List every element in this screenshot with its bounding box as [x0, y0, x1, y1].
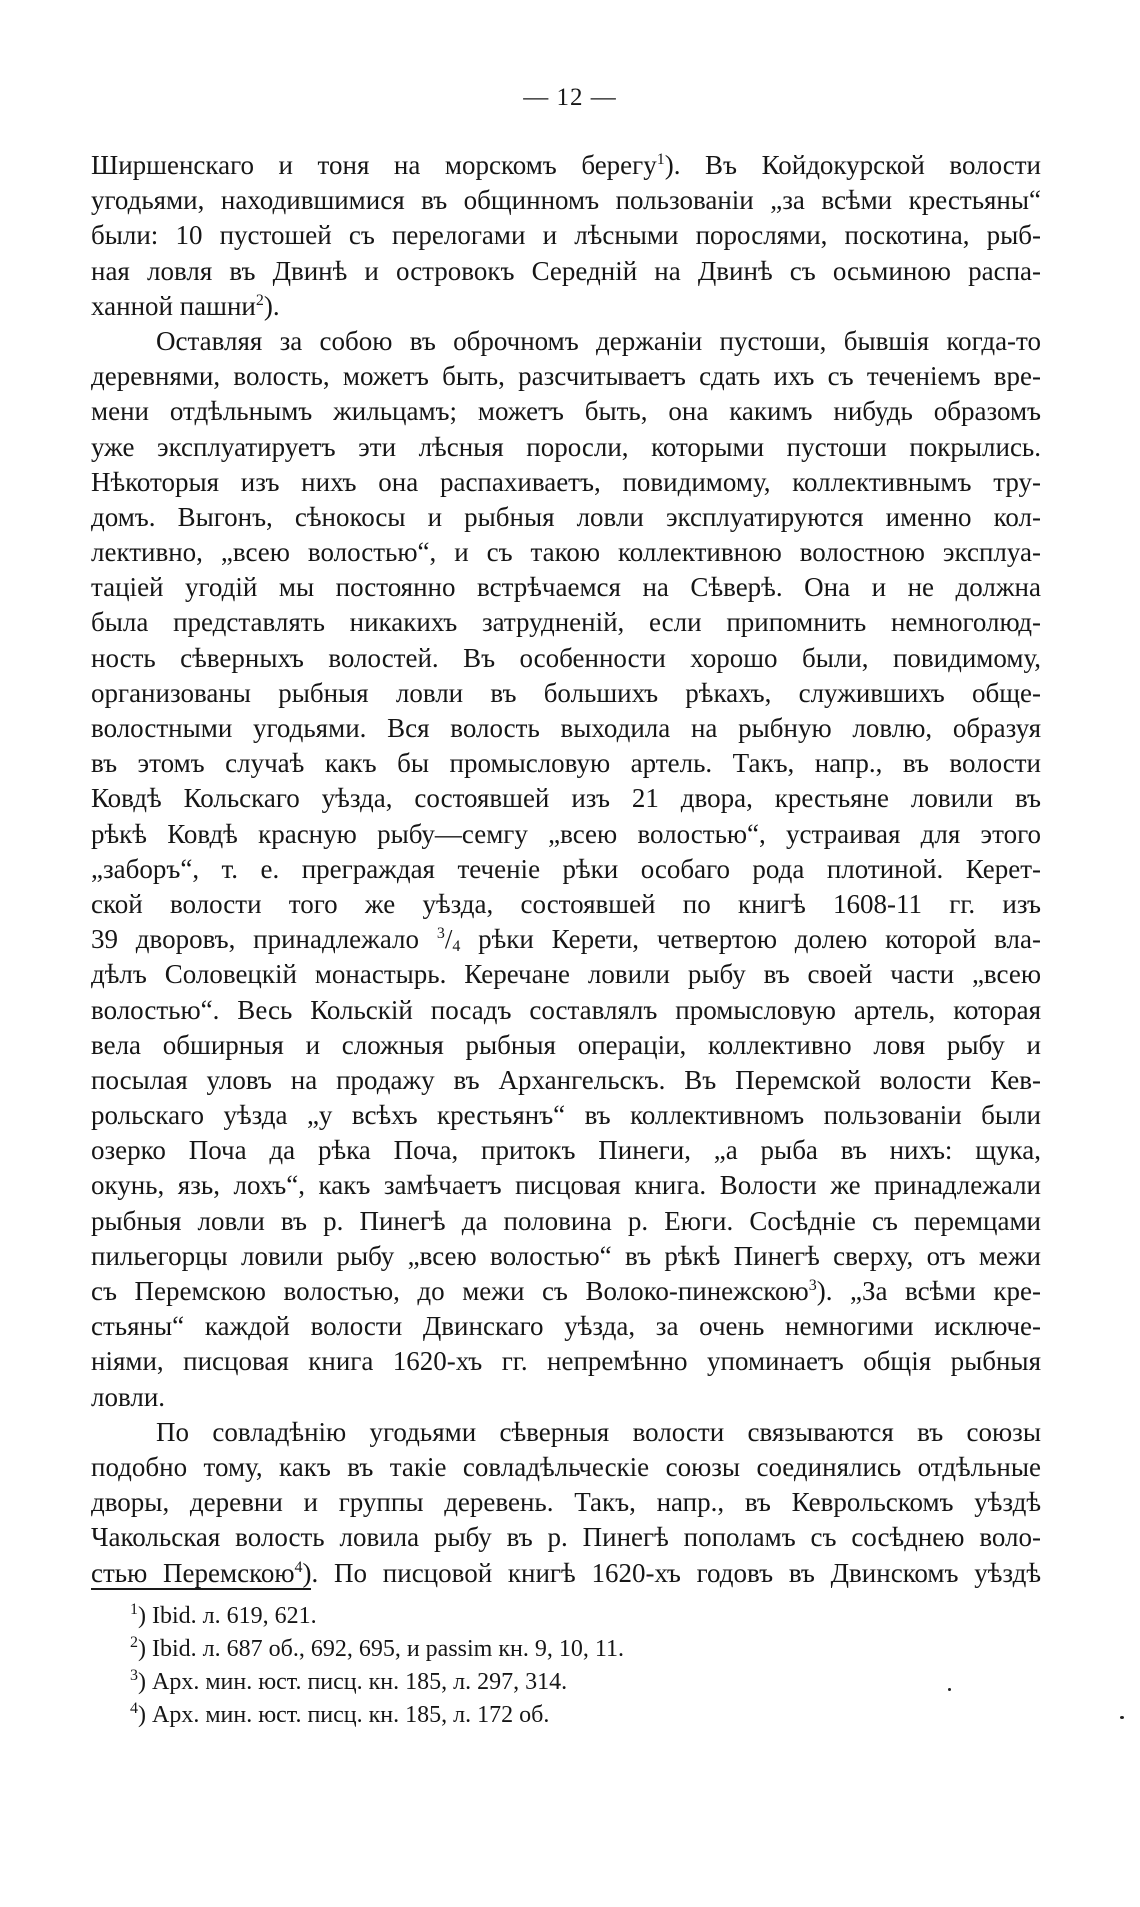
- text-line: [91, 359, 1041, 394]
- footnote-reference: 4: [294, 1558, 303, 1576]
- footnote: [130, 1633, 1030, 1666]
- text-line: [91, 676, 1041, 711]
- text-run: рѣки Керети, четвертою долею которой вла-: [460, 924, 1041, 955]
- text-run: деревнями, волость, можетъ быть, разсчитываетъ сдать ихъ съ теченіемъ вре-: [91, 361, 1041, 392]
- text-line: [91, 1485, 1041, 1520]
- text-line: [91, 535, 1041, 570]
- text-line: [91, 1450, 1041, 1485]
- text-run: рыбныя ловли въ р. Пинегѣ да половина р. Еюги. Сосѣдніе съ перемцами: [91, 1205, 1041, 1236]
- text-run: были: 10 пустошей съ перелогами и лѣсными порослями, поскотина, рыб-: [91, 220, 1041, 251]
- text-run: волостными угодьями. Вся волость выходила на рыбную ловлю, образуя: [91, 713, 1041, 743]
- footnote-mark: 1: [130, 1601, 138, 1618]
- text-run: озерко Поча да рѣка Поча, притокъ Пинеги, „а рыба въ нихъ: щука,: [91, 1135, 1041, 1166]
- footnote-text: ) Арх. мин. юст. писц. кн. 185, л. 297, 314.: [138, 1669, 568, 1695]
- text-line: [91, 887, 1041, 922]
- text-run: ).: [263, 290, 280, 321]
- text-run: домъ. Выгонъ, сѣнокосы и рыбныя ловли эксплуатируются именно кол-: [91, 501, 1041, 532]
- text-run: дѣлъ Соловецкій монастырь. Керечане ловили рыбу въ своей части „всею: [91, 959, 1041, 990]
- text-run: По совладѣнію угодьями сѣверныя волости связываются въ союзы: [156, 1416, 1041, 1447]
- text-run: пильегорцы ловили рыбу „всею волостью“ въ рѣкѣ Пинегѣ сверху, отъ межи: [91, 1240, 1041, 1271]
- text-run: подобно тому, какъ въ такіе совладѣльческіе союзы соединялись отдѣльные: [91, 1451, 1041, 1482]
- footnote-reference: 2: [255, 291, 264, 309]
- text-run: угодьями, находившимися въ общинномъ пользованіи „за всѣми крестьяны“: [91, 185, 1041, 216]
- text-line: [91, 1028, 1041, 1063]
- text-line: [91, 781, 1041, 816]
- text-run: вела обширныя и сложныя рыбныя операціи, коллективно ловя рыбу и: [91, 1029, 1041, 1060]
- text-line: [91, 605, 1041, 640]
- text-line: [91, 1098, 1041, 1133]
- text-line: [91, 1344, 1041, 1379]
- text-line: [91, 183, 1041, 218]
- text-run: посылая уловъ на продажу въ Архангельскъ. Въ Перемской волости Кев-: [91, 1064, 1041, 1095]
- page-number: — 12 —: [523, 84, 617, 111]
- text-line: [91, 1556, 1041, 1591]
- text-line: [91, 500, 1041, 535]
- text-run: Ширшенскаго и тоня на морскомъ берегу: [91, 150, 657, 180]
- text-line: [91, 1168, 1041, 1203]
- text-run: 39 дворовъ, принадлежало: [91, 924, 437, 955]
- text-line: [91, 218, 1041, 253]
- text-line: [91, 711, 1041, 746]
- text-line: [91, 922, 1041, 957]
- text-run: уже эксплуатируетъ эти лѣсныя поросли, которыми пустоши покрылись.: [91, 431, 1041, 462]
- footnote-reference: 3: [808, 1277, 817, 1294]
- text-run: /: [444, 924, 453, 955]
- text-line: [91, 1520, 1041, 1555]
- footnote-text: ) Ibid. л. 619, 621.: [138, 1603, 317, 1629]
- footnote: [130, 1666, 1030, 1699]
- text-run: съ Перемскою волостью, до межи съ Волоко-пинежскою: [91, 1276, 809, 1306]
- text-line: [91, 1309, 1041, 1344]
- text-line: [91, 1274, 1041, 1309]
- text-run: ность сѣверныхъ волостей. Въ особенности хорошо были, повидимому,: [91, 642, 1041, 673]
- text-line: [91, 1204, 1041, 1239]
- text-run: волостью“. Весь Кольскій посадъ составлялъ промысловую артель, которая: [91, 994, 1041, 1025]
- text-line: [91, 746, 1041, 781]
- text-run: Оставляя за собою въ оброчномъ держаніи пустоши, бывшія когда-то: [156, 325, 1041, 356]
- text-line: [91, 957, 1041, 992]
- footnote-divider: [91, 1588, 311, 1590]
- text-run: ской волости того же уѣзда, состоявшей по книгѣ 1608-11 гг. изъ: [91, 888, 1041, 919]
- text-line: [91, 817, 1041, 852]
- text-run: рѣкѣ Ковдѣ красную рыбу—семгу „всею волостью“, устраивая для этого: [91, 818, 1041, 849]
- text-line: [91, 289, 1041, 324]
- text-run: дворы, деревни и группы деревень. Такъ, напр., въ Кеврольскомъ уѣздѣ: [91, 1487, 1041, 1518]
- print-speck: [948, 1688, 951, 1691]
- text-line: [91, 148, 1041, 183]
- text-line: [91, 641, 1041, 676]
- text-line: [91, 1239, 1041, 1274]
- text-line: [91, 1380, 1041, 1415]
- text-run: ). „За всѣми кре-: [816, 1276, 1041, 1306]
- text-run: ). Въ Койдокурской волости: [664, 150, 1041, 180]
- text-run: ханной пашни: [91, 290, 256, 321]
- text-line: [91, 852, 1041, 887]
- text-run: мени отдѣльнымъ жильцамъ; можетъ быть, она какимъ нибудь образомъ: [91, 396, 1041, 427]
- text-run: организованы рыбныя ловли въ большихъ рѣкахъ, служившихъ обще-: [91, 677, 1041, 708]
- footnote-text: ) Ibid. л. 687 об., 692, 695, и passim кн. 9, 10, 11.: [138, 1636, 624, 1662]
- footnote-mark: 2: [130, 1634, 138, 1651]
- text-line: [91, 254, 1041, 289]
- footnote-text: ) Арх. мин. юст. писц. кн. 185, л. 172 об.: [138, 1702, 550, 1728]
- footnote-mark: 4: [130, 1700, 138, 1717]
- text-run: Нѣкоторыя изъ нихъ она распахиваетъ, повидимому, коллективнымъ тру-: [91, 466, 1041, 497]
- footnote: [130, 1600, 1030, 1633]
- text-run: „заборъ“, т. е. преграждая теченіе рѣки особаго рода плотиной. Керет-: [91, 853, 1041, 884]
- print-speck: [1120, 1716, 1124, 1719]
- text-line: [91, 1063, 1041, 1098]
- text-line: [91, 324, 1041, 359]
- footnote-reference: 3: [436, 925, 445, 943]
- text-run: ніями, писцовая книга 1620-хъ гг. непремѣнно упоминаетъ общія рыбныя: [91, 1346, 1041, 1377]
- text-run: стью Перемскою: [91, 1557, 295, 1588]
- text-run: окунь, язь, лохъ“, какъ замѣчаетъ писцовая книга. Волости же принадлежали: [91, 1170, 1041, 1201]
- text-run: ловли.: [91, 1381, 166, 1412]
- text-line: [91, 993, 1041, 1028]
- text-line: [91, 1415, 1041, 1450]
- text-run: таціей угодій мы постоянно встрѣчаемся на Сѣверѣ. Она и не должна: [91, 572, 1041, 603]
- body-text: [91, 148, 1041, 1591]
- text-run: ). По писцовой книгѣ 1620-хъ годовъ въ Двинскомъ уѣздѣ: [302, 1557, 1041, 1588]
- text-line: [91, 394, 1041, 429]
- text-run: лективно, „всею волостью“, и съ такою коллективною волостною эксплуа-: [91, 537, 1041, 568]
- footnote-reference: 1: [656, 151, 665, 168]
- text-run: Чакольская волость ловила рыбу въ р. Пинегѣ пополамъ съ сосѣднею воло-: [91, 1522, 1041, 1553]
- text-run: была представлять никакихъ затрудненій, если припомнить немноголюд-: [91, 607, 1041, 638]
- text-line: [91, 465, 1041, 500]
- footnotes: [130, 1600, 1030, 1732]
- text-run: Ковдѣ Кольскаго уѣзда, состоявшей изъ 21 двора, крестьяне ловили въ: [91, 783, 1041, 814]
- fraction-denominator: 4: [452, 938, 461, 956]
- text-run: рольскаго уѣзда „у всѣхъ крестьянъ“ въ коллективномъ пользованіи были: [91, 1100, 1041, 1131]
- text-line: [91, 1133, 1041, 1168]
- text-line: [91, 430, 1041, 465]
- text-run: стьяны“ каждой волости Двинскаго уѣзда, за очень немногими исключе-: [91, 1311, 1041, 1342]
- text-run: въ этомъ случаѣ какъ бы промысловую артель. Такъ, напр., въ волости: [91, 748, 1041, 779]
- footnote: [130, 1699, 1030, 1732]
- text-line: [91, 570, 1041, 605]
- text-run: ная ловля въ Двинѣ и островокъ Середній на Двинѣ съ осьминою распа-: [91, 255, 1041, 286]
- footnote-mark: 3: [130, 1667, 138, 1684]
